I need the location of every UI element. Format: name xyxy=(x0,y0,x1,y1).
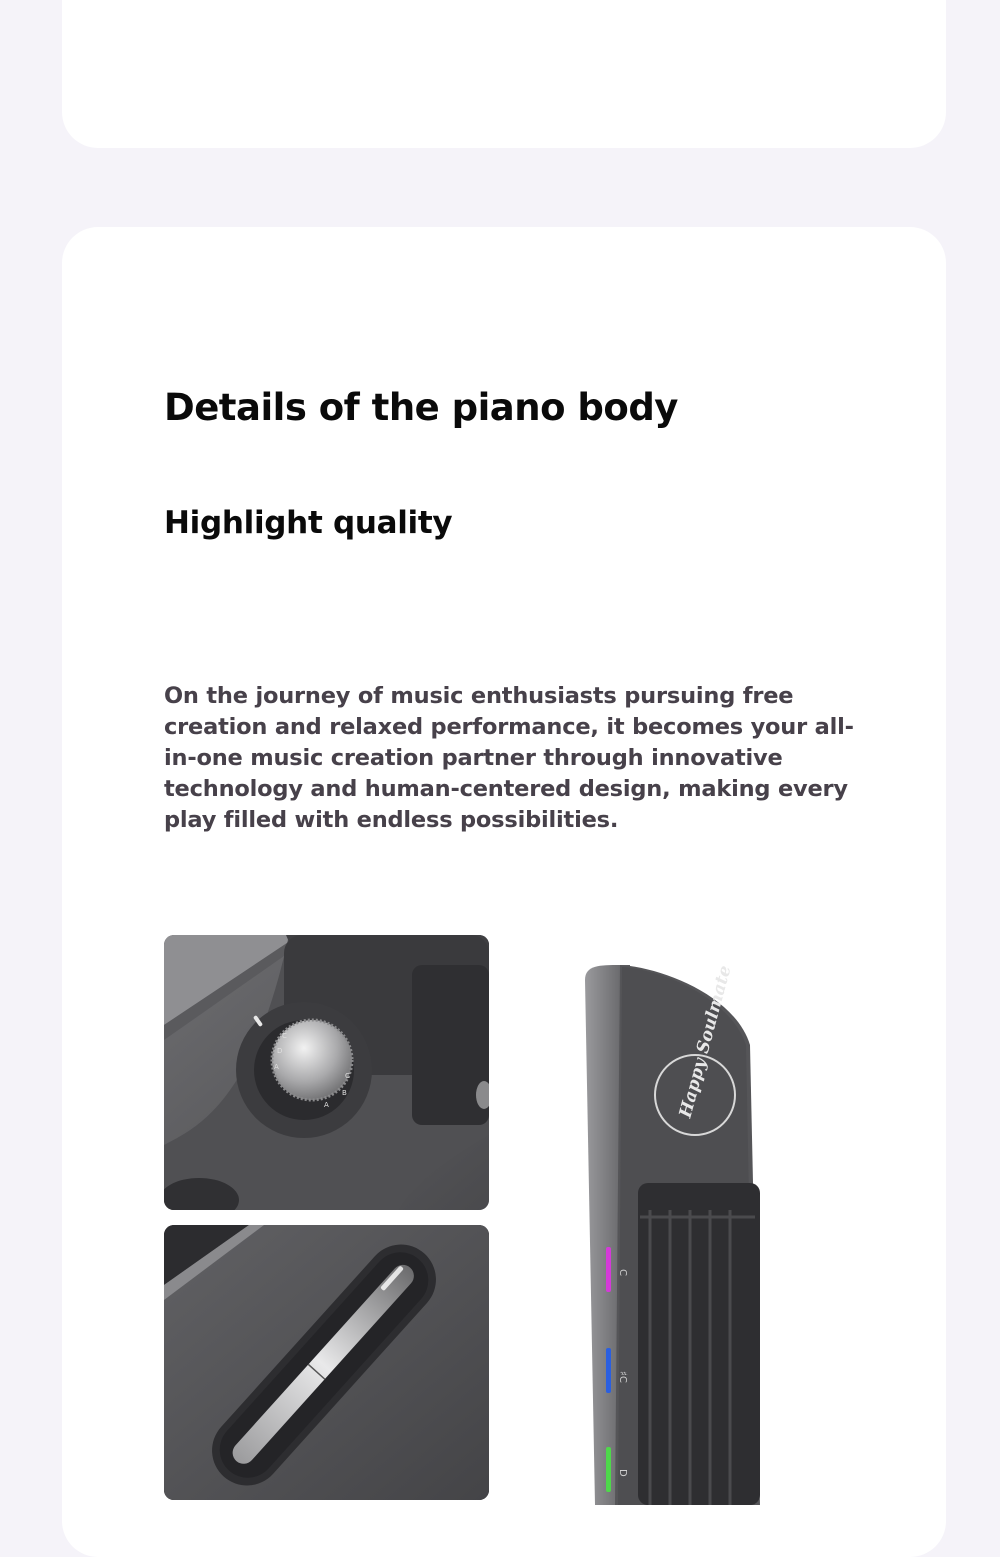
svg-text:Happy Soulmate: Happy Soulmate xyxy=(675,963,736,1120)
svg-text:C: C xyxy=(345,1072,350,1080)
svg-text:D: D xyxy=(617,1469,628,1477)
section-description: On the journey of music enthusiasts pursuing free creation and relaxed performance, it becomes your all-in-one music creation partner through innovative technology and human-centered design, making every play filled with endless possibilities. xyxy=(164,683,854,833)
slot-illustration xyxy=(164,1225,489,1500)
svg-text:D: D xyxy=(277,1047,283,1055)
section-title: Details of the piano body xyxy=(164,386,678,429)
svg-text:C: C xyxy=(617,1269,628,1276)
top-card xyxy=(62,0,946,148)
svg-text:C: C xyxy=(282,1032,287,1040)
piano-body-photo xyxy=(560,955,780,1505)
section-subtitle: Highlight quality xyxy=(164,505,453,541)
svg-text:B: B xyxy=(342,1089,347,1097)
knob-illustration xyxy=(164,935,489,1210)
svg-text:A: A xyxy=(324,1101,329,1109)
slot-detail-photo xyxy=(164,1225,489,1500)
svg-text:A: A xyxy=(274,1063,279,1071)
knob-detail-photo xyxy=(164,935,489,1210)
svg-text:♯C: ♯C xyxy=(617,1371,628,1383)
piano-body-illustration xyxy=(560,955,780,1505)
